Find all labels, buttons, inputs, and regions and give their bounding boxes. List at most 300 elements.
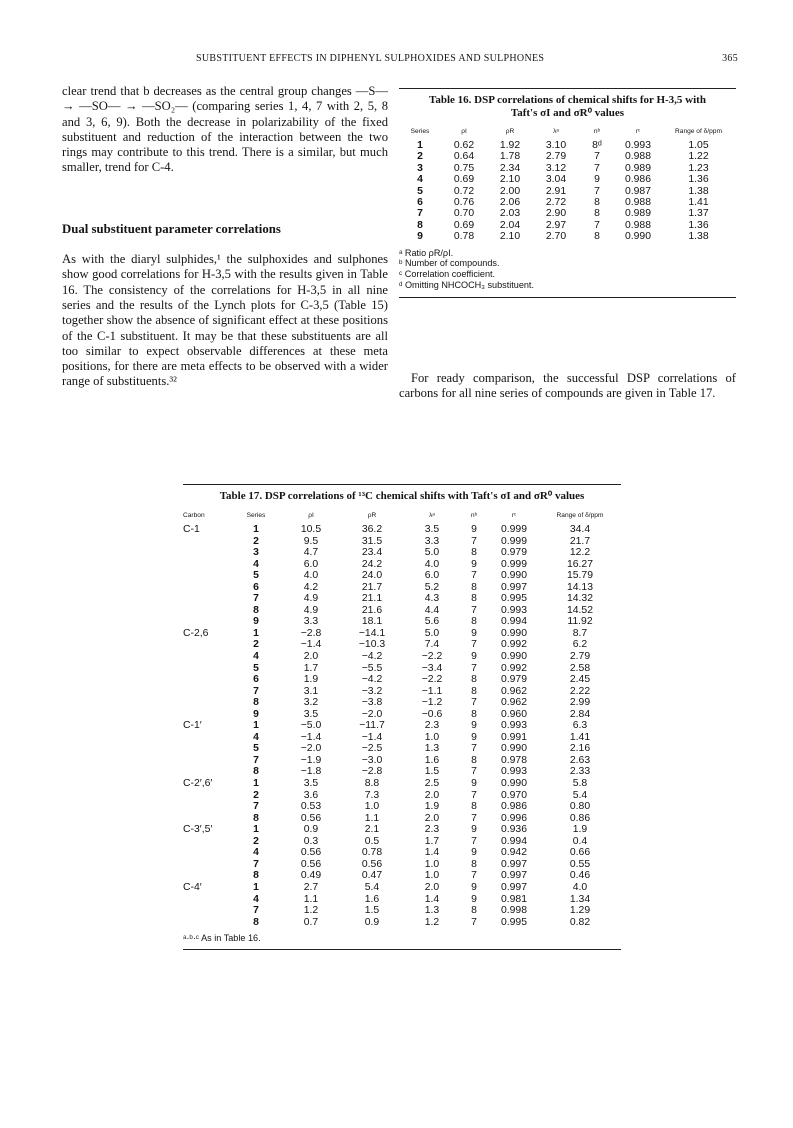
table-cell: 4 — [253, 651, 259, 663]
table-row — [183, 674, 621, 686]
table-cell: 9 — [471, 824, 477, 836]
table-cell — [183, 616, 229, 628]
table-cell: 9 — [471, 524, 477, 535]
table-cell: 0.942 — [500, 847, 527, 859]
table-cell: 0.78 — [361, 847, 383, 859]
running-title: SUBSTITUENT EFFECTS IN DIPHENYL SULPHOXIDES AND SULPHONES — [196, 53, 545, 64]
table-cell — [183, 870, 229, 882]
table-cell: 0.988 — [624, 197, 651, 209]
table-cell: 0.979 — [500, 674, 527, 686]
table-16 — [399, 88, 736, 298]
table-row — [183, 616, 621, 628]
table-cell: 0.80 — [569, 801, 591, 813]
table-row — [183, 536, 621, 548]
table-cell: C-3′,5′ — [183, 824, 213, 836]
table-cell: 8 — [471, 905, 477, 917]
running-header — [62, 53, 738, 69]
table-row — [399, 174, 736, 185]
table-row — [183, 663, 621, 675]
column-header: ρR — [505, 128, 515, 135]
table-cell: 1.6 — [424, 754, 440, 766]
table-cell: 7 — [253, 905, 259, 917]
table-row — [183, 732, 621, 744]
table-cell: 1.0 — [424, 731, 440, 743]
table-cell: 2 — [253, 535, 259, 547]
table-cell: 4 — [253, 731, 259, 743]
table-cell: 2.79 — [545, 151, 567, 163]
table-cell: 8 — [253, 916, 259, 928]
table-cell: −2.2 — [421, 674, 443, 686]
table-row — [399, 151, 736, 162]
table-cell: 2.04 — [499, 219, 521, 231]
table-cell: 2 — [417, 151, 423, 163]
column-header: Range of δ/ppm — [556, 512, 604, 519]
table-cell: 8 — [253, 870, 259, 882]
table-cell: 0.49 — [300, 870, 322, 882]
table-cell: 0.962 — [500, 697, 527, 709]
table-17 — [183, 484, 621, 950]
table-cell: 8 — [253, 766, 259, 778]
table-row — [183, 836, 621, 848]
table-cell: 9 — [471, 731, 477, 743]
table-cell: 4 — [253, 847, 259, 859]
table-cell: 0.56 — [300, 847, 322, 859]
table-cell — [183, 917, 229, 929]
table-row — [183, 709, 621, 721]
table-cell: 7 — [471, 789, 477, 801]
table-row — [183, 824, 621, 836]
table-row — [183, 547, 621, 559]
column-header: ρR — [367, 512, 377, 519]
table-cell: 1 — [253, 627, 259, 639]
table-cell: 2.22 — [569, 685, 591, 697]
table-cell: 1 — [253, 881, 259, 893]
table-cell: 2.3 — [424, 824, 440, 836]
table-cell: 0.56 — [361, 858, 383, 870]
table-cell: 1.38 — [688, 185, 709, 197]
table-cell — [183, 570, 229, 582]
table-cell: 21.7 — [361, 581, 383, 593]
table-cell: 6 — [253, 581, 259, 593]
table-cell: 3.12 — [545, 162, 567, 174]
column-header: nᵇ — [470, 512, 478, 519]
table-cell: −3.2 — [361, 685, 383, 697]
table-16-caption-line1: Table 16. DSP correlations of chemical shifts for H-3,5 with — [429, 94, 706, 106]
table-cell: 4.0 — [303, 570, 319, 582]
table-cell: 2.10 — [499, 174, 521, 186]
table-cell: 5 — [253, 743, 259, 755]
table-cell: 4.0 — [424, 558, 440, 570]
table-cell — [183, 697, 229, 709]
table-cell: −1.4 — [361, 731, 383, 743]
table-cell: 2.99 — [569, 697, 591, 709]
table-cell: 2.70 — [545, 231, 567, 243]
table-cell: 0.978 — [500, 754, 527, 766]
table-cell: 16.27 — [566, 558, 593, 570]
table-cell: 14.32 — [566, 593, 593, 605]
table-cell: 1.4 — [424, 847, 440, 859]
table-row — [183, 651, 621, 663]
table-cell: −5.0 — [300, 720, 322, 732]
table-row — [183, 559, 621, 571]
table-cell: 18.1 — [361, 616, 383, 628]
table-cell: 34.4 — [569, 524, 591, 535]
table-cell: −4.2 — [361, 651, 383, 663]
table-cell: 8.8 — [364, 778, 380, 790]
table-cell: 1.0 — [424, 870, 440, 882]
table-cell: 5 — [253, 662, 259, 674]
table-cell: 5.8 — [572, 778, 588, 790]
table-cell: 3.5 — [424, 524, 440, 535]
table-cell: 12.2 — [569, 547, 591, 559]
table-cell: 0.998 — [500, 905, 527, 917]
table-cell: 15.79 — [566, 570, 593, 582]
table-cell: 8 — [471, 708, 477, 720]
table-cell: −14.1 — [358, 627, 386, 639]
table-cell: 4.2 — [303, 581, 319, 593]
table-17-grid — [183, 512, 621, 928]
table-cell — [183, 755, 229, 767]
table-cell — [183, 743, 229, 755]
table-row — [183, 686, 621, 698]
table-17-bottom-rule — [183, 949, 621, 950]
table-cell: 0.70 — [453, 208, 475, 220]
column-header: ρI — [308, 512, 314, 519]
table-cell: 0.986 — [500, 801, 527, 813]
table-cell — [183, 663, 229, 675]
table-cell — [183, 847, 229, 859]
table-cell: 3.3 — [424, 535, 440, 547]
table-cell: 1.9 — [303, 674, 319, 686]
table-cell: 7 — [471, 639, 477, 651]
table-cell: 6.0 — [303, 558, 319, 570]
table-16-top-rule — [399, 88, 736, 89]
table-cell: −2.2 — [421, 651, 443, 663]
table-cell: −2.0 — [300, 743, 322, 755]
table-cell: 9 — [471, 881, 477, 893]
table-cell: 2.5 — [424, 778, 440, 790]
table-cell: 8 — [253, 604, 259, 616]
table-row — [183, 790, 621, 802]
table-cell: 0.979 — [500, 547, 527, 559]
table-cell: 5.4 — [572, 789, 588, 801]
table-cell: 7 — [471, 535, 477, 547]
table-16-caption-line2: Taft's σI and σR⁰ values — [510, 107, 625, 119]
table-cell: 1.36 — [688, 219, 709, 231]
column-header: nᵇ — [593, 128, 601, 135]
table-cell: 9 — [253, 708, 259, 720]
table-cell: 7 — [471, 743, 477, 755]
table-row — [183, 766, 621, 778]
table-cell: 3.5 — [303, 778, 319, 790]
table-cell: 0.56 — [300, 858, 322, 870]
table-row — [183, 593, 621, 605]
table-cell: 1.0 — [424, 858, 440, 870]
table-cell: −5.5 — [361, 662, 383, 674]
table-cell: 4.3 — [424, 593, 440, 605]
table-row — [183, 801, 621, 813]
table-row — [399, 220, 736, 231]
table-cell: 8 — [594, 208, 600, 220]
table-cell: 14.13 — [566, 581, 593, 593]
table-cell: 1.7 — [303, 662, 319, 674]
table-cell: 7 — [471, 835, 477, 847]
table-cell — [183, 651, 229, 663]
table-cell — [183, 559, 229, 571]
table-cell: 8ᵈ — [592, 140, 602, 151]
table-row — [183, 582, 621, 594]
table-cell: −2.8 — [361, 766, 383, 778]
table-row — [183, 894, 621, 906]
table-row — [183, 697, 621, 709]
table-cell: 0.986 — [624, 174, 651, 186]
table-cell: 1.1 — [303, 893, 319, 905]
table-cell: 6.2 — [572, 639, 588, 651]
table-cell: 3.10 — [545, 140, 567, 151]
table-cell: 2.63 — [569, 754, 591, 766]
table-cell: 3 — [253, 547, 259, 559]
table-cell: 0.55 — [569, 858, 591, 870]
table-row — [183, 755, 621, 767]
table-cell: 3 — [417, 162, 423, 174]
table-cell: −3.8 — [361, 697, 383, 709]
table-cell: 9 — [417, 231, 423, 243]
table-17-header-row — [183, 512, 621, 524]
table-cell: 7.3 — [364, 789, 380, 801]
table-cell: 2.1 — [364, 824, 380, 836]
table-cell: 8 — [594, 231, 600, 243]
right-paragraph — [399, 371, 736, 402]
table-cell: −2.8 — [300, 627, 322, 639]
column-header: rᶜ — [511, 512, 517, 519]
table-cell: 2 — [253, 789, 259, 801]
table-cell: 0.995 — [500, 593, 527, 605]
table-cell: 9 — [471, 627, 477, 639]
table-cell: 1 — [253, 824, 259, 836]
column-header: Series — [246, 512, 266, 519]
table-cell: 6 — [253, 674, 259, 686]
table-cell: 0.69 — [453, 219, 475, 231]
table-cell: 0.989 — [624, 162, 651, 174]
table-cell: 7 — [471, 604, 477, 616]
table-cell: C-1 — [183, 524, 200, 535]
table-cell: 1.0 — [364, 801, 380, 813]
table-cell: 7 — [253, 685, 259, 697]
table-cell: 0.936 — [500, 824, 527, 836]
table-cell: −1.1 — [421, 685, 443, 697]
table-cell: 1.37 — [688, 208, 709, 220]
left-column — [62, 84, 388, 390]
table-cell: 0.990 — [500, 570, 527, 582]
table-cell: 5.4 — [364, 881, 380, 893]
table-cell: −1.4 — [300, 731, 322, 743]
table-cell: 2.0 — [303, 651, 319, 663]
table-cell: −3.0 — [361, 754, 383, 766]
table-cell: 1.3 — [424, 905, 440, 917]
table-cell: 0.66 — [569, 847, 591, 859]
table-cell: 1.23 — [688, 162, 709, 174]
table-cell: 1.9 — [572, 824, 588, 836]
table-cell: 7.4 — [424, 639, 440, 651]
table-cell: 1.5 — [424, 766, 440, 778]
table-cell: 2.7 — [303, 881, 319, 893]
table-cell: 4 — [417, 174, 423, 186]
table-cell: 11.92 — [567, 616, 593, 628]
table-16-grid — [399, 128, 736, 243]
table-cell: 0.962 — [500, 685, 527, 697]
table-cell: 7 — [471, 697, 477, 709]
table-cell: 0.990 — [500, 651, 527, 663]
table-cell: 8 — [253, 812, 259, 824]
table-cell: 14.52 — [566, 604, 593, 616]
table-row — [399, 140, 736, 151]
table-cell: 9 — [471, 893, 477, 905]
table-cell: 0.999 — [500, 535, 527, 547]
table-row — [183, 847, 621, 859]
table-cell: 1.29 — [569, 905, 591, 917]
table-cell: 8 — [471, 858, 477, 870]
section-heading: Dual substituent parameter correlations — [62, 221, 281, 236]
table-cell: 0.993 — [500, 720, 527, 732]
table-row — [183, 743, 621, 755]
column-header: Range of δ/ppm — [675, 128, 722, 135]
table-row — [399, 197, 736, 208]
table-cell: 0.981 — [500, 893, 527, 905]
table-cell: 1.36 — [688, 174, 709, 186]
table-cell: 7 — [417, 208, 423, 220]
column-header: ρI — [461, 128, 467, 135]
table-cell: C-4′ — [183, 881, 202, 893]
table-cell: 2.10 — [499, 231, 521, 243]
table-cell: −0.6 — [421, 708, 443, 720]
table-cell: 23.4 — [361, 547, 383, 559]
table-cell: 2.91 — [545, 185, 567, 197]
table-cell: 2.79 — [569, 651, 591, 663]
table-cell: 0.993 — [500, 766, 527, 778]
table-cell: 0.994 — [500, 616, 527, 628]
table-cell: 0.992 — [500, 662, 527, 674]
table-cell: 3.1 — [303, 685, 319, 697]
table-cell: 4.4 — [424, 604, 440, 616]
table-cell: 36.2 — [361, 524, 383, 535]
table-cell: 5 — [253, 570, 259, 582]
table-cell: 0.996 — [500, 812, 527, 824]
table-cell: 7 — [471, 812, 477, 824]
table-cell — [183, 639, 229, 651]
table-cell: 3.3 — [303, 616, 319, 628]
table-row — [183, 628, 621, 640]
table-cell: −2.0 — [361, 708, 383, 720]
table-cell: 2.58 — [569, 662, 591, 674]
table-cell: 8 — [471, 616, 477, 628]
table-cell: 5.0 — [424, 547, 440, 559]
table-cell: 9 — [594, 174, 600, 186]
table-cell: 8 — [471, 593, 477, 605]
table-cell: 7 — [253, 801, 259, 813]
table-17-caption: Table 17. DSP correlations of ¹³C chemical shifts with Taft's σI and σR⁰ values — [219, 490, 585, 502]
table-cell: 2.03 — [499, 208, 521, 220]
table-cell: 1.7 — [424, 835, 440, 847]
table-cell — [183, 593, 229, 605]
table-cell: 5.2 — [424, 581, 440, 593]
table-cell: 0.7 — [303, 916, 319, 928]
table-cell: 0.990 — [500, 778, 527, 790]
table-cell: −11.7 — [359, 720, 385, 732]
table-cell: 7 — [253, 858, 259, 870]
table-cell: 1.4 — [424, 893, 440, 905]
table-cell: 0.988 — [624, 151, 651, 163]
table-cell: 7 — [471, 662, 477, 674]
column-header: Series — [410, 128, 430, 135]
table-cell: 7 — [471, 766, 477, 778]
column-header: λᵃ — [429, 512, 435, 519]
column-header: rᶜ — [635, 128, 641, 135]
table-cell: 0.72 — [453, 185, 475, 197]
table-cell: 4.0 — [572, 881, 588, 893]
table-cell: 0.990 — [500, 627, 527, 639]
table-cell: 8 — [594, 197, 600, 209]
paragraph-trend: clear trend that b decreases as the central group changes —S— → —SO— → —SO₂— (comparing series 1, 4, 7 with 2, 5, 8 and 3, 6, 9). Both the decrease in polarizability of the fixed substituent and reduction of the interaction between the two rings may contribute to this trend. There is a similar, but much smaller, trend for C-4. — [62, 84, 388, 175]
table-cell: 7 — [594, 219, 600, 231]
table-cell: 21.1 — [361, 593, 383, 605]
table-row — [399, 231, 736, 242]
table-cell: 0.997 — [500, 581, 527, 593]
table-cell: 0.4 — [572, 835, 588, 847]
table-cell: 6.0 — [424, 570, 440, 582]
table-cell: 2 — [253, 835, 259, 847]
table-cell: 0.970 — [500, 789, 527, 801]
table-cell: 5 — [417, 185, 423, 197]
table-cell: 1.5 — [364, 905, 380, 917]
table-cell: C-2′,6′ — [183, 778, 213, 790]
table-cell: 2.97 — [545, 219, 567, 231]
table-cell — [183, 766, 229, 778]
table-cell: 10.5 — [300, 524, 322, 535]
table-cell: −1.4 — [300, 639, 322, 651]
table-cell — [183, 836, 229, 848]
column-header: Carbon — [183, 512, 205, 519]
table-cell: 0.995 — [500, 916, 527, 928]
table-row — [183, 882, 621, 894]
table-cell: 7 — [594, 151, 600, 163]
table-cell: 0.5 — [364, 835, 380, 847]
table-row — [399, 163, 736, 174]
table-cell: 0.69 — [453, 174, 475, 186]
footnote-line: ᵇ Number of compounds. — [399, 258, 500, 269]
table-cell: 1 — [417, 140, 423, 151]
table-cell: 1.6 — [364, 893, 380, 905]
table-cell: 8 — [471, 547, 477, 559]
table-cell: −10.3 — [358, 639, 386, 651]
table-cell: 2.0 — [424, 881, 440, 893]
table-cell: 0.75 — [453, 162, 475, 174]
table-cell: 1.2 — [303, 905, 319, 917]
table-cell: 7 — [471, 870, 477, 882]
table-cell: 8 — [471, 801, 477, 813]
table-cell: C-1′ — [183, 720, 202, 732]
table-17-top-rule — [183, 484, 621, 485]
table-cell: 3.6 — [303, 789, 319, 801]
table-cell: 0.62 — [453, 140, 475, 151]
table-cell: 0.76 — [453, 197, 475, 209]
table-cell: 7 — [594, 185, 600, 197]
table-cell: 7 — [253, 593, 259, 605]
table-cell: 0.993 — [500, 604, 527, 616]
table-cell: 0.999 — [500, 524, 527, 535]
table-cell: −1.9 — [300, 754, 322, 766]
table-cell: 9 — [471, 847, 477, 859]
table-cell: 1.38 — [688, 231, 709, 243]
